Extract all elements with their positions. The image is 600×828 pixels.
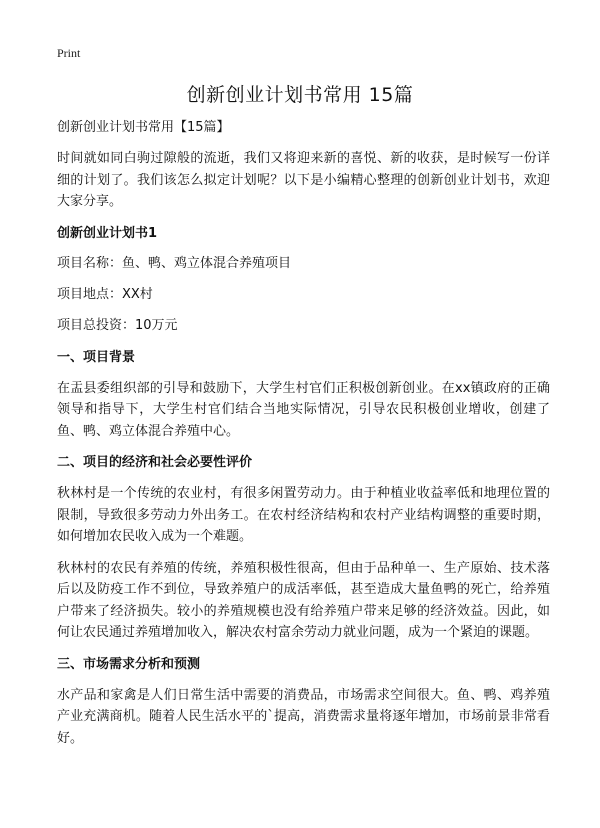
plan-heading: 创新创业计划书1 [57, 225, 158, 241]
section-background-paragraph: 在盂县委组织部的引导和鼓励下，大学生村官们正积极创新创业。在xx镇政府的正确领导和指导下，大学生村官们结合当地实际情况，引导农民积极创业增收，创建了鱼、鸭、鸡立体混合养殖中心。 [57, 380, 550, 439]
document-subtitle: 创新创业计划书常用【15篇】 [57, 120, 230, 135]
project-investment: 项目总投资：10万元 [57, 317, 178, 333]
document-title: 创新创业计划书常用 15篇 [186, 84, 414, 106]
project-location: 项目地点：XX村 [57, 286, 153, 302]
section-heading-evaluation: 二、项目的经济和社会必要性评价 [57, 455, 253, 470]
section-heading-background: 一、项目背景 [57, 349, 136, 365]
section-heading-market: 三、市场需求分析和预测 [57, 656, 201, 672]
section-evaluation-paragraph-1: 秋林村是一个传统的农业村，有很多闲置劳动力。由于种植业收益率低和地理位置的限制，导致很多劳动力外出务工。在农村经济结构和农村产业结构调整的重要时期，如何增加农民收入成为一个难题。 [57, 486, 550, 544]
intro-paragraph: 时间就如同白驹过隙般的流逝，我们又将迎来新的喜悦、新的收获，是时候写一份详细的计划了。我们该怎么拟定计划呢？以下是小编精心整理的创新创业计划书，欢迎大家分享。 [57, 151, 550, 209]
print-label: Print [57, 46, 81, 60]
project-name: 项目名称：鱼、鸭、鸡立体混合养殖项目 [57, 255, 292, 271]
section-market-paragraph: 水产品和家禽是人们日常生活中需要的消费品，市场需求空间很大。鱼、鸭、鸡养殖产业充满商机。随着人民生活水平的`提高，消费需求量将逐年增加，市场前景非常看好。 [57, 687, 550, 746]
document-body [57, 118, 550, 759]
section-evaluation-paragraph-2: 秋林村的农民有养殖的传统，养殖积极性很高，但由于品种单一、生产原始、技术落后以及防疫工作不到位，导致养殖户的成活率低，甚至造成大量鱼鸭的死亡，给养殖户带来了经济损失。较小的养殖规模也没有给养殖户带来足够的经济效益。因此，如何让农民通过养殖增加收入，解决农村富余劳动力就业问题，成为一个紧迫的课题。 [57, 560, 550, 640]
